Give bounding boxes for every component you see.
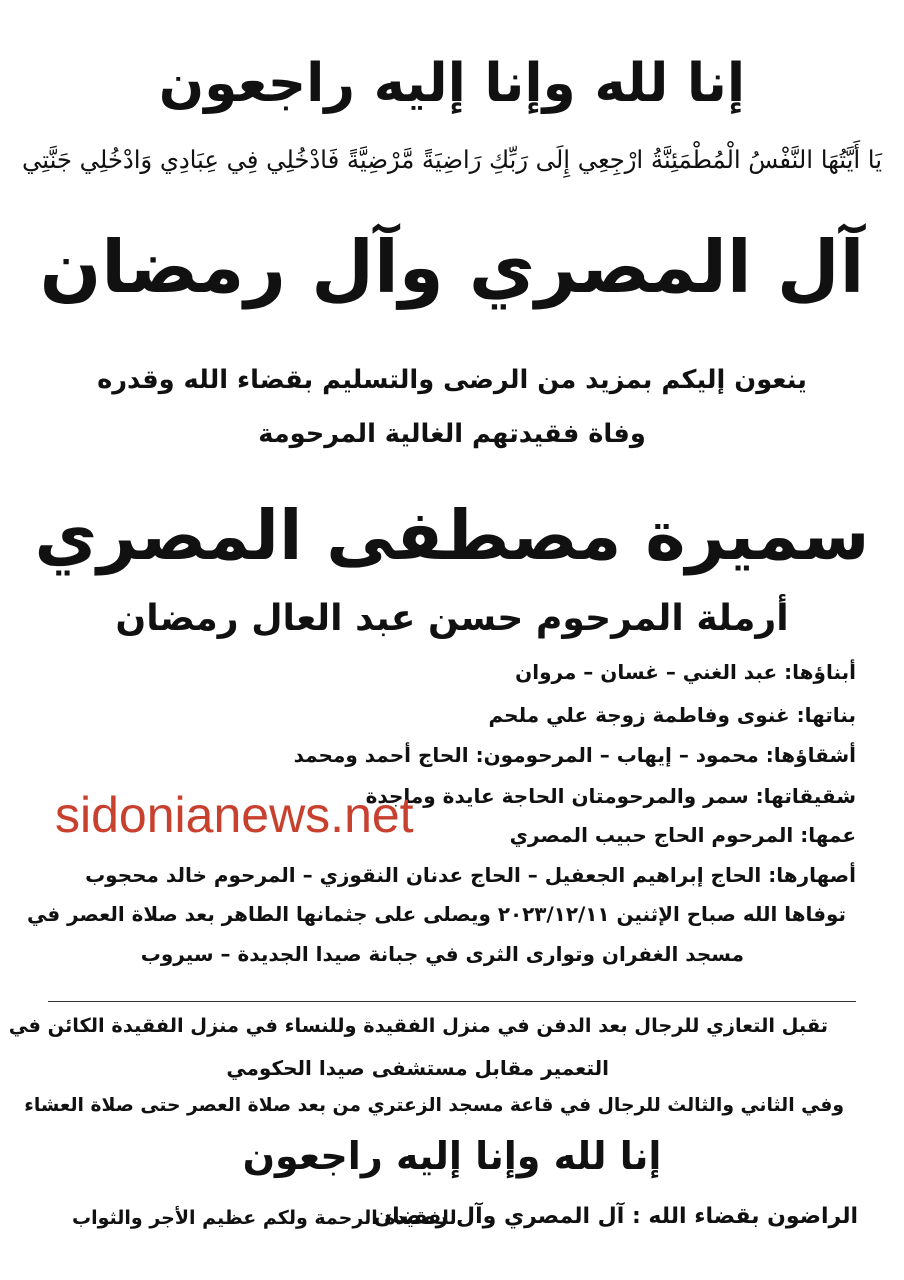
condolences-line: تقبل التعازي للرجال بعد الدفن في منزل الفقيدة وللنساء في منزل الفقيدة الكائن في <box>8 1014 828 1037</box>
announcement-line: ينعون إليكم بمزيد من الرضى والتسليم بقضاء الله وقدره <box>97 365 807 395</box>
quran-verse: يَا أَيَّتُهَا النَّفْسُ الْمُطْمَئِنَّةُ ارْجِعِي إِلَى رَبِّكِ رَاضِيَةً مَّرْضِيَّةً فَادْخُلِي فِي عِبَادِي وَادْخُلِي جَنَّتِي <box>22 145 882 174</box>
website-watermark: sidonianews.net <box>55 787 414 843</box>
funeral-info-line: توفاها الله صباح الإثنين ٢٠٢٣/١٢/١١ ويصلى على جثمانها الطاهر بعد صلاة العصر في <box>27 903 846 926</box>
condolences-line: التعمير مقابل مستشفى صيدا الحكومي <box>226 1056 609 1080</box>
relatives-sons: أبناؤها: عبد الغني – غسان – مروان <box>515 660 856 684</box>
condolences-line: وفي الثاني والثالث للرجال في قاعة مسجد الزعتري من بعد صلاة العصر حتى صلاة العشاء <box>24 1095 844 1116</box>
funeral-info-line: مسجد الغفران وتوارى الثرى في جبانة صيدا الجديدة – سيروب <box>140 942 744 966</box>
relatives-daughters: بناتها: غنوى وفاطمة زوجة علي ملحم <box>488 703 856 727</box>
mourners-signature: الراضون بقضاء الله : آل المصري وآل رمضان <box>373 1204 858 1229</box>
relatives-brothers: أشقاؤها: محمود – إيهاب – المرحومون: الحاج أحمد ومحمد <box>293 743 856 767</box>
blessing-line: للفقيدة الرحمة ولكم عظيم الأجر والثواب <box>72 1207 457 1229</box>
relatives-in-laws: أصهارها: الحاج إبراهيم الجعفيل – الحاج عدنان النقوزي – المرحوم خالد محجوب <box>85 863 856 887</box>
deceased-name: سميرة مصطفى المصري <box>34 496 870 576</box>
relatives-uncle: عمها: المرحوم الحاج حبيب المصري <box>509 823 856 847</box>
announcement-line: وفاة فقيدتهم الغالية المرحومة <box>258 419 646 449</box>
widow-of-line: أرملة المرحوم حسن عبد العال رمضان <box>115 596 789 639</box>
family-name: آل المصري وآل رمضان <box>39 226 865 310</box>
page-title: إنا لله وإنا إليه راجعون <box>158 52 746 114</box>
closing-title: إنا لله وإنا إليه راجعون <box>242 1134 662 1178</box>
relatives-sisters: شقيقاتها: سمر والمرحومتان الحاجة عايدة وماجدة <box>365 784 856 808</box>
divider <box>48 1001 856 1002</box>
